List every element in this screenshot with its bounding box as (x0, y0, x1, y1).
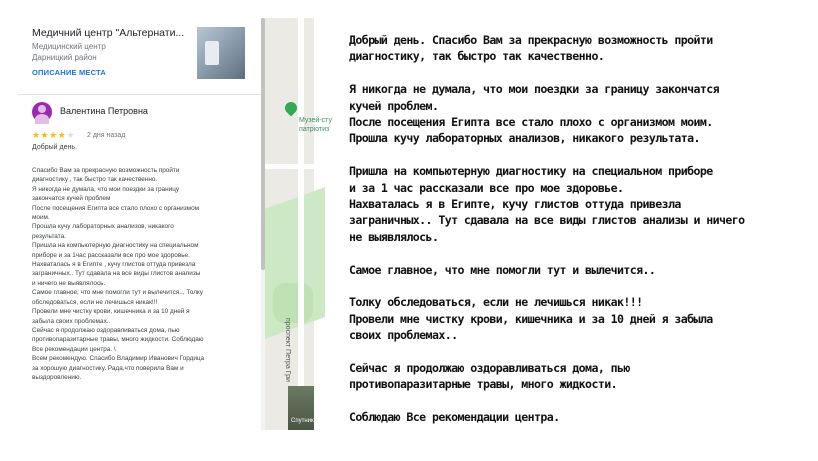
star-icon: ★ (57, 130, 67, 140)
transcript-line: Толку обследоваться, если не лечишься никак!!! (349, 295, 643, 310)
place-photo[interactable] (197, 27, 245, 79)
transcript-line: После посещения Египта все стало плохо с организмом моим. (349, 115, 713, 130)
map-street-label: проспект Петра Гри (284, 318, 291, 382)
transcript-line: своих проблемах.. (349, 328, 458, 343)
review-text-line: забыла своих проблемах.. (32, 317, 111, 325)
place-name[interactable]: Медичний центр "Альтернати... (32, 27, 185, 39)
review-text-line: Пришла на компьютерную диагностику на специальном (32, 242, 199, 250)
place-description-link[interactable]: ОПИСАНИЕ МЕСТА (32, 68, 106, 77)
place-category: Медицинский центр (32, 42, 106, 51)
transcript-line: Самое главное, что мне помогли тут и вылечится.. (349, 262, 656, 277)
transcript-line: Прошла кучу лабораторных анализов, никакого результата. (349, 131, 700, 146)
star-rating (32, 130, 75, 141)
transcript-line (349, 245, 814, 261)
review-text-line: Все рекомендации центра. \ (32, 345, 116, 353)
review-text-line: приборе и за 1час рассказали все про мое здоровье. (32, 251, 190, 259)
map-museum-label-line: Музей-сту (299, 117, 332, 124)
review-text-line: Сейчас я продолжаю оздоравливаться дома, пью (32, 326, 180, 334)
review-text-line: Прошла кучу лабораторных анализов, никакого (32, 223, 174, 231)
map-road (298, 18, 304, 430)
review-transcript (349, 32, 814, 426)
star-icon: ★ (49, 130, 58, 140)
place-card[interactable] (18, 18, 261, 95)
map-museum-label-line: патріотиз (299, 126, 330, 133)
review-card (18, 96, 261, 430)
review-text-line: диагностику , так быстро так качественно. (32, 176, 158, 184)
transcript-line: Я никогда не думала, что мои поездки за границу закончатся (349, 82, 720, 97)
transcript-line: Сейчас я продолжаю оздоравливаться дома, пью (349, 361, 630, 376)
transcript-line: диагностику, так быстро так качественно. (349, 49, 605, 64)
review-text-line: Спасибо Вам за прекрасную возможность пройти (32, 167, 180, 174)
satellite-label: Спутник (291, 418, 314, 424)
transcript-line: Добрый день. Спасибо Вам за прекрасную возможность пройти (349, 33, 713, 47)
transcript-line (349, 344, 814, 360)
transcript-line (349, 147, 814, 163)
review-text-line: Я никогда не думала, что мои поездки за границу (32, 185, 180, 193)
map-view[interactable] (265, 18, 332, 430)
transcript-line: Провели мне чистку крови, кишечника и за 10 дней я забыла (349, 311, 713, 326)
review-text-line: закончатся кучей проблем (32, 195, 111, 203)
museum-pin-icon[interactable] (283, 100, 300, 117)
star-empty-icon: ★ (66, 130, 75, 140)
review-text-line: моим. (32, 214, 50, 222)
transcript-line (349, 278, 814, 294)
review-text-line: выздоровлению. (32, 373, 82, 381)
review-author[interactable]: Валентина Петровна (60, 106, 148, 116)
review-text-line: за хорошую диагностику. Рада,что поверила Вам и (32, 364, 184, 372)
transcript-line: Пришла на компьютерную диагностику на специальном приборе (349, 164, 713, 179)
map-museum-label (299, 116, 332, 134)
review-text-line: Нахваталась я в Египте , кучу глистов оттуда привезла (32, 261, 196, 269)
transcript-line (349, 393, 814, 409)
transcript-line: Нахваталась я в Египте, кучу глистов оттуда привезла (349, 197, 681, 212)
review-text-line: результата. (32, 232, 66, 240)
transcript-line: и за 1 час рассказали все про мое здоровье. (349, 180, 624, 195)
transcript-line: противопаразитарные травы, много жидкости. (349, 377, 617, 392)
review-text-line: Самое главное, что мне помогли тут и вылечится.., Толку (32, 289, 203, 297)
map-park (273, 283, 313, 323)
avatar[interactable] (32, 102, 52, 122)
review-text-line: обследоваться, если не лечишься никак!!! (32, 298, 158, 306)
transcript-line: не выявлялось. (349, 229, 439, 244)
review-text-line: заграничных.. Тут сдавала на все виды глистов анализы (32, 270, 201, 278)
map-road (265, 164, 314, 169)
star-icon: ★ (32, 130, 41, 140)
review-text-line: и ничего не выявлялось. (32, 279, 106, 287)
transcript-line (349, 65, 814, 81)
satellite-toggle-button[interactable] (288, 386, 314, 430)
review-text (32, 166, 258, 382)
review-time: 2 дня назад (87, 132, 126, 139)
review-text-line: противопаразитарные травы, много жидкости. Соблюдаю (32, 336, 204, 344)
review-text-line: После посещения Египта все стало плохо с организмом (32, 204, 200, 212)
transcript-line: заграничных.. Тут сдавала на все виды глистов анализы и ничего (349, 213, 745, 228)
transcript-line: Соблюдаю Все рекомендации центра. (349, 410, 560, 425)
transcript-line: кучей проблем. (349, 98, 439, 113)
star-icon: ★ (40, 130, 50, 140)
place-district: Дарницкий район (32, 53, 97, 62)
review-greeting: Добрый день. (32, 144, 77, 151)
review-text-line: Провели мне чистку крови, кишечника и за 10 дней я (32, 308, 190, 316)
maps-review-screenshot (18, 18, 332, 430)
review-text-line: Всем рекомендую. Спасибо Владимир Иванович Гордица (32, 355, 205, 363)
